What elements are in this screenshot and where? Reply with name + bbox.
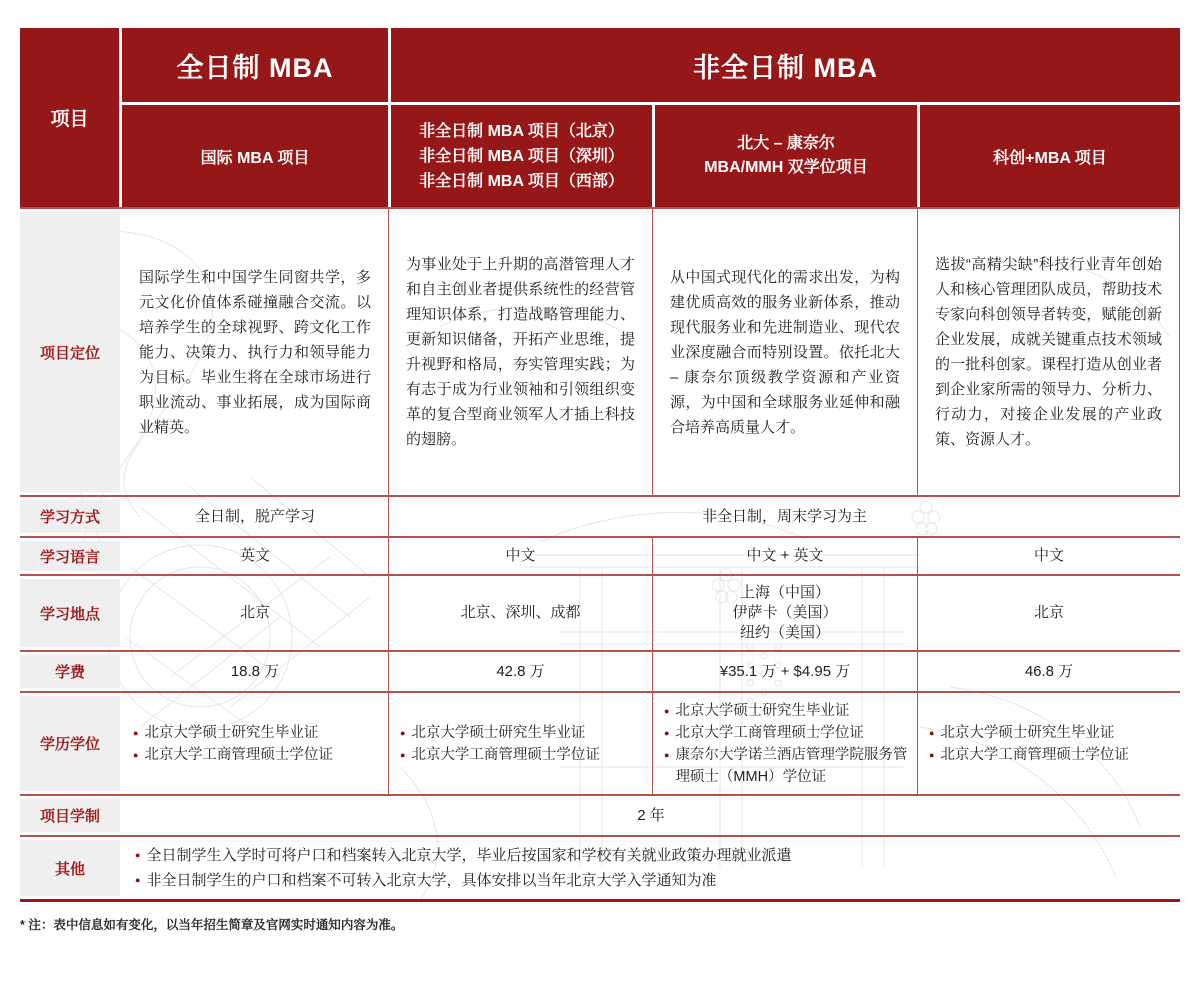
- positioning-cell-international: [122, 209, 388, 495]
- parttime-group-label: 非全日制 MBA: [693, 52, 878, 83]
- bullet-text: 北京大学硕士研究生毕业证: [675, 702, 850, 719]
- tuition-cell: 46.8 万: [917, 652, 1180, 691]
- header-program-tech-mba: [917, 105, 1180, 207]
- positioning-cell-parttime: [388, 209, 652, 495]
- header-corner-cell: [20, 28, 122, 207]
- bullet-text: 北京大学工商管理硕士学位证: [675, 724, 864, 741]
- corner-label: 项目: [50, 109, 89, 130]
- row-label: 其他: [20, 840, 120, 896]
- degrees-cell: [652, 693, 917, 794]
- bullet-dot-icon: ●: [133, 749, 139, 760]
- row-label: 学习方式: [20, 500, 120, 533]
- row-label: 学费: [20, 655, 120, 688]
- language-cell: 中文 + 英文: [652, 538, 917, 574]
- positioning-text: 选拔“高精尖缺”科技行业青年创始人和核心管理团队成员，帮助技术专家向科创领导者转变，赋能创新企业发展，成就关键重点技术领域的一批科创家。课程打造从创业者到企业家所需的领导力、分析力、行动力，对接企业发展的产业政策、资源人才。: [935, 256, 1162, 448]
- study-mode-fulltime-cell: 全日制，脱产学习: [194, 507, 315, 525]
- row-other: [20, 837, 1180, 902]
- bullet-dot-icon: ●: [135, 850, 141, 860]
- bullet-dot-icon: ●: [664, 749, 670, 760]
- row-label: 学习语言: [20, 541, 120, 571]
- tuition-cell: 18.8 万: [230, 662, 280, 680]
- row-language: [20, 538, 1180, 576]
- row-location: [20, 576, 1180, 652]
- row-label: 项目定位: [20, 212, 120, 492]
- positioning-text: 为事业处于上升期的高潜管理人才和自主创业者提供系统性的经营管理知识体系，打造战略管理能力、更新知识储备，开拓产业思维，提升视野和格局，夯实管理实践；为有志于成为行业领袖和引领组织变革的复合型商业领军人才插上科技的翅膀。: [406, 256, 635, 448]
- program-name: 非全日制 MBA 项目（北京） 非全日制 MBA 项目（深圳） 非全日制 MBA 项目（西部）: [419, 122, 624, 190]
- bullet-item: [400, 744, 646, 766]
- location-cell: 北京: [239, 604, 270, 621]
- bullet-item: [135, 843, 1180, 868]
- degrees-cell: [388, 693, 652, 794]
- positioning-cell-cornell: [652, 209, 917, 495]
- row-study-mode: [20, 497, 1180, 538]
- bullet-text: 北京大学工商管理硕士学位证: [144, 746, 333, 763]
- table-body: [20, 207, 1180, 902]
- bullet-dot-icon: ●: [664, 705, 670, 716]
- header-program-international-mba: [122, 105, 388, 207]
- table-header: [20, 28, 1180, 207]
- location-cell: 北京、深圳、成都: [388, 576, 652, 650]
- bullet-item: [133, 722, 382, 744]
- degrees-cell: [122, 693, 388, 794]
- bullet-item: [929, 744, 1174, 766]
- positioning-cell-tech: [917, 209, 1180, 495]
- positioning-text: 国际学生和中国学生同窗共学，多元文化价值体系碰撞融合交流。以培养学生的全球视野、跨文化工作能力、决策力、执行力和领导能力为目标。毕业生将在全球市场进行职业流动、事业拓展，成为国际商业精英。: [139, 268, 371, 436]
- mba-program-comparison-table: [20, 28, 1180, 902]
- row-positioning: [20, 209, 1180, 497]
- bullet-item: [400, 722, 646, 744]
- bullet-text: 非全日制学生的户口和档案不可转入北京大学，具体安排以当年北京大学入学通知为准: [146, 872, 717, 889]
- bullet-text: 北京大学硕士研究生毕业证: [144, 724, 319, 741]
- bullet-dot-icon: ●: [133, 727, 139, 738]
- bullet-item: [929, 722, 1174, 744]
- bullet-dot-icon: ●: [664, 727, 670, 738]
- row-duration: [20, 796, 1180, 837]
- language-cell: 中文: [388, 538, 652, 574]
- bullet-text: 北京大学硕士研究生毕业证: [940, 724, 1115, 741]
- other-notes-cell: [122, 837, 1180, 899]
- location-cell: 北京: [917, 576, 1180, 650]
- bullet-item: [133, 744, 382, 766]
- bullet-item: [664, 722, 911, 744]
- positioning-text: 从中国式现代化的需求出发，为构建优质高效的服务业新体系，推动现代服务业和先进制造业、现代农业深度融合而特别设置。依托北大 – 康奈尔顶级教学资源和产业资源，为中国和全球服务业延伸和融合培养高质量人才。: [670, 268, 900, 436]
- bullet-item: [664, 744, 911, 788]
- study-mode-parttime-cell: 非全日制，周末学习为主: [388, 497, 1180, 536]
- program-name: 北大 – 康奈尔 MBA/MMH 双学位项目: [704, 135, 868, 176]
- bullet-text: 北京大学硕士研究生毕业证: [411, 724, 586, 741]
- bullet-text: 全日制学生入学时可将户口和档案转入北京大学，毕业后按国家和学校有关就业政策办理就业派遣: [146, 847, 792, 864]
- tuition-cell: ¥35.1 万 + $4.95 万: [652, 652, 917, 691]
- header-group-parttime: [388, 28, 1180, 105]
- footnote: * 注：表中信息如有变化，以当年招生简章及官网实时通知内容为准。: [20, 918, 404, 932]
- program-name: 国际 MBA 项目: [200, 149, 310, 167]
- row-tuition: [20, 652, 1180, 693]
- header-program-pku-cornell: [652, 105, 917, 207]
- bullet-text: 北京大学工商管理硕士学位证: [940, 746, 1129, 763]
- bullet-item: [135, 868, 1180, 893]
- language-cell: 英文: [239, 547, 270, 564]
- header-program-parttime-mba: [388, 105, 652, 207]
- bullet-text: 康奈尔大学诺兰酒店管理学院服务管理硕士（MMH）学位证: [675, 746, 908, 785]
- row-label: 项目学制: [20, 799, 120, 832]
- location-cell: 上海（中国） 伊萨卡（美国） 纽约（美国）: [652, 576, 917, 650]
- row-label: 学习地点: [20, 579, 120, 647]
- tuition-cell: 42.8 万: [388, 652, 652, 691]
- bullet-dot-icon: ●: [400, 727, 406, 738]
- program-name: 科创+MBA 项目: [993, 149, 1107, 167]
- bullet-item: [664, 700, 911, 722]
- bullet-dot-icon: ●: [135, 875, 141, 885]
- degrees-cell: [917, 693, 1180, 794]
- bullet-dot-icon: ●: [400, 749, 406, 760]
- bullet-dot-icon: ●: [929, 749, 935, 760]
- row-degrees: [20, 693, 1180, 796]
- bullet-text: 北京大学工商管理硕士学位证: [411, 746, 600, 763]
- bullet-dot-icon: ●: [929, 727, 935, 738]
- row-label: 学历学位: [20, 696, 120, 791]
- fulltime-group-label: 全日制 MBA: [176, 52, 334, 83]
- header-group-fulltime: [122, 28, 388, 105]
- duration-cell: 2 年: [637, 806, 665, 824]
- language-cell: 中文: [917, 538, 1180, 574]
